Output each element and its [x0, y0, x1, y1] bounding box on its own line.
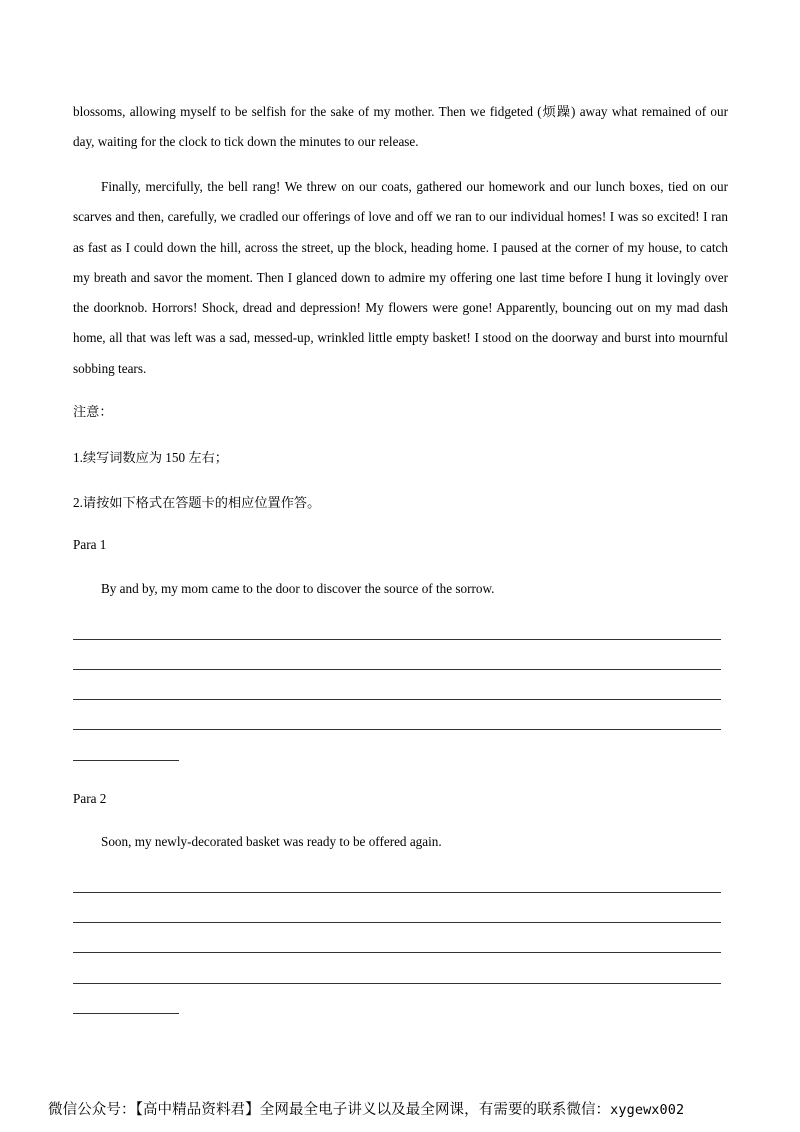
note-word-count: 1.续写词数应为 150 左右；: [73, 450, 228, 465]
answer-line[interactable]: [73, 983, 721, 984]
para-1-prompt: By and by, my mom came to the door to discover the source of the sorrow.: [101, 581, 495, 596]
note-answer-format: 2.请按如下格式在答题卡的相应位置作答。: [73, 495, 321, 510]
para-2-prompt: Soon, my newly-decorated basket was ready to be offered again.: [101, 834, 442, 849]
answer-line[interactable]: [73, 669, 721, 670]
answer-line[interactable]: [73, 892, 721, 893]
answer-line[interactable]: [73, 699, 721, 700]
footer-watermark: [48, 1100, 684, 1120]
story-paragraph-finally: Finally, mercifully, the bell rang! We threw on our coats, gathered our homework and our lunch boxes, tied on our scarves and then, carefully, we cradled our offerings of love and off we ran to our individual homes! I was so excited! I ran as fast as I could down the hill, across the street, up the block, heading home. I paused at the corner of my house, to catch my breath and savor the moment. Then I glanced down to admire my offering one last time before I hung it lovingly over the doorknob. Horrors! Shock, dread and depression! My flowers were gone! Apparently, bouncing out on my mad dash home, all that was left was a sad, messed-up, wrinkled little empty basket! I stood on the doorway and burst into mournful sobbing tears.: [73, 179, 728, 376]
answer-line[interactable]: [73, 952, 721, 953]
answer-line[interactable]: [73, 639, 721, 640]
footer-text: 微信公众号：【高中精品资料君】全网最全电子讲义以及最全网课，有需要的联系微信：: [48, 1102, 611, 1118]
answer-line-short[interactable]: [73, 760, 179, 761]
para-1-label: Para 1: [73, 537, 107, 552]
para-2-label: Para 2: [73, 791, 107, 806]
answer-line[interactable]: [73, 729, 721, 730]
answer-line-short[interactable]: [73, 1013, 179, 1014]
notes-title: 注意：: [73, 404, 113, 419]
story-paragraph-continued: blossoms, allowing myself to be selfish for the sake of my mother. Then we fidgeted (烦躁) away what remained of our day, waiting for the clock to tick down the minutes to our release.: [73, 104, 728, 150]
answer-line[interactable]: [73, 922, 721, 923]
footer-wechat-id: xygewx002: [610, 1102, 685, 1118]
